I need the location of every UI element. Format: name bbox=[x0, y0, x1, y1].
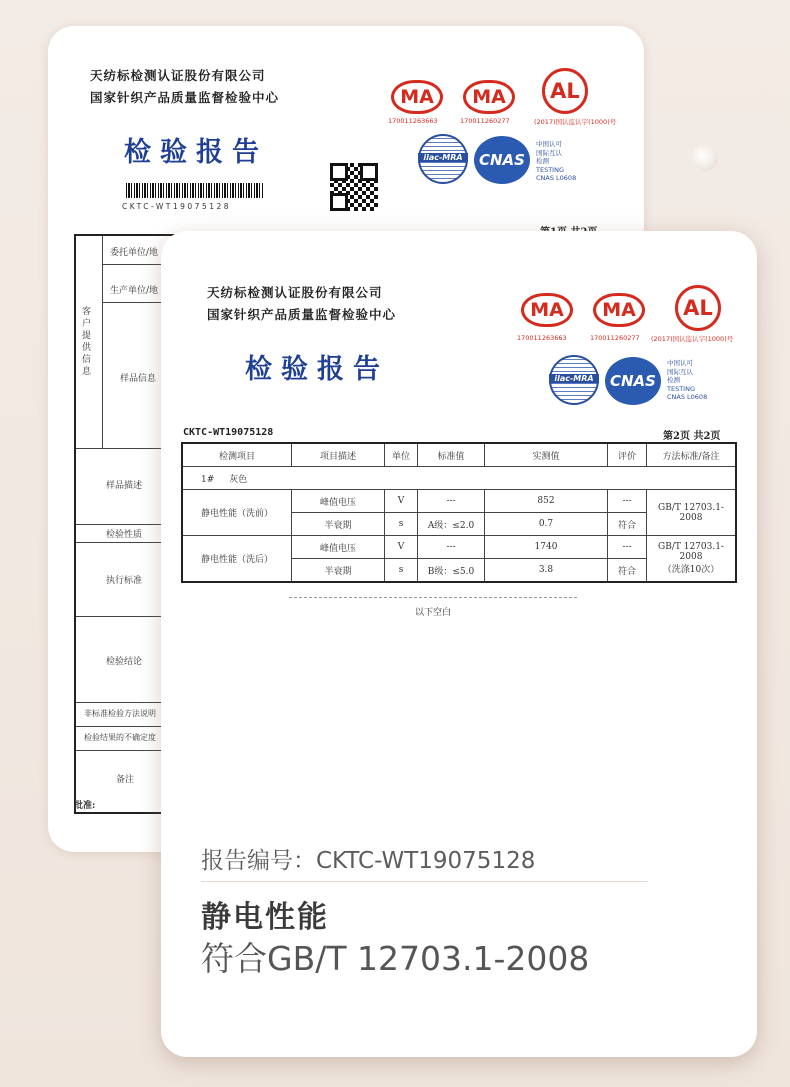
cnas-caption: 中国认可 国际互认 检测 TESTING CNAS L0608 bbox=[667, 359, 708, 401]
cell-unit: V bbox=[385, 490, 418, 513]
ilac-text: ilac-MRA bbox=[549, 374, 599, 383]
row-standard: 执行标准 bbox=[106, 576, 143, 586]
cell-std: B级：≤5.0 bbox=[418, 559, 485, 583]
cal-number: (2017)国认监认字(1000)号 bbox=[534, 118, 617, 126]
cnas-caption: 中国认可 国际互认 检测 TESTING CNAS L0608 bbox=[536, 140, 577, 182]
cal-number: (2017)国认监认字(1000)号 bbox=[651, 335, 734, 343]
header-cell: 检测项目 bbox=[182, 443, 292, 467]
method-note: （洗涤10次） bbox=[662, 565, 720, 575]
cell-eval: 符合 bbox=[608, 559, 647, 583]
barcode-text: CKTC-WT19075128 bbox=[122, 202, 232, 211]
section-label: 客户提供信息 bbox=[82, 307, 92, 377]
cell-desc: 峰值电压 bbox=[292, 490, 385, 513]
cell-desc: 峰值电压 bbox=[292, 536, 385, 559]
row-nonstandard: 非标准检验方法说明 bbox=[84, 709, 156, 718]
center-name: 国家针织产品质量监督检验中心 bbox=[207, 307, 397, 322]
cell-method bbox=[647, 536, 737, 583]
cell-unit: s bbox=[385, 513, 418, 536]
cma-number-2: 170011260277 bbox=[590, 334, 640, 342]
center-name: 国家针织产品质量监督检验中心 bbox=[90, 90, 280, 105]
report-number: CKTC-WT19075128 bbox=[183, 427, 274, 438]
ilac-text: ilac-MRA bbox=[418, 153, 468, 162]
header-cell: 标准值 bbox=[418, 443, 485, 467]
cell-std: --- bbox=[418, 490, 485, 513]
cal-mark: AL bbox=[542, 68, 588, 114]
qr-code bbox=[330, 163, 378, 211]
cell-method: GB/T 12703.1-2008 bbox=[647, 490, 737, 536]
table-header-row bbox=[182, 443, 736, 467]
cma-number-1: 170011263663 bbox=[517, 334, 567, 342]
header-cell: 实测值 bbox=[485, 443, 608, 467]
row-uncertainty: 检验结果的不确定度 bbox=[84, 733, 156, 742]
cma-number-1: 170011263663 bbox=[388, 117, 438, 125]
results-table bbox=[181, 442, 737, 583]
row-sample-info: 样品信息 bbox=[120, 374, 157, 384]
caption-property: 静电性能 bbox=[201, 900, 329, 935]
method-standard: GB/T 12703.1-2008 bbox=[658, 542, 724, 562]
header-cell: 项目描述 bbox=[292, 443, 385, 467]
row-client: 委托单位/地 bbox=[110, 248, 159, 258]
header-cell: 评价 bbox=[608, 443, 647, 467]
row-sample-desc: 样品描述 bbox=[106, 481, 143, 491]
test-item: 静电性能（洗前） bbox=[182, 490, 292, 536]
cell-value: 3.8 bbox=[485, 559, 608, 583]
row-conclusion: 检验结论 bbox=[106, 657, 143, 667]
blank-note: 以下空白 bbox=[415, 608, 452, 618]
table-row bbox=[182, 490, 736, 513]
cell-std: --- bbox=[418, 536, 485, 559]
cma-mark-1: MA bbox=[391, 80, 443, 114]
report-title: 检验报告 bbox=[124, 137, 268, 168]
caption-divider bbox=[201, 881, 648, 882]
sample-id: 1# bbox=[201, 474, 215, 485]
ilac-mra-logo bbox=[418, 134, 468, 184]
decorative-pearl bbox=[692, 145, 718, 171]
cell-value: 0.7 bbox=[485, 513, 608, 536]
header-cell: 方法标准/备注 bbox=[647, 443, 737, 467]
cnas-logo: CNAS bbox=[605, 357, 661, 405]
cnas-logo: CNAS bbox=[474, 136, 530, 184]
cma-number-2: 170011260277 bbox=[460, 117, 510, 125]
cma-mark-2: MA bbox=[463, 80, 515, 114]
cell-value: 1740 bbox=[485, 536, 608, 559]
cell-std: A级：≤2.0 bbox=[418, 513, 485, 536]
cell-desc: 半衰期 bbox=[292, 559, 385, 583]
page-number: 第2页 共2页 bbox=[663, 431, 721, 442]
approve-label: 批准: bbox=[74, 801, 96, 811]
test-item: 静电性能（洗后） bbox=[182, 536, 292, 583]
company-name: 天纺标检测认证股份有限公司 bbox=[90, 68, 266, 83]
row-remarks: 备注 bbox=[116, 775, 135, 785]
sample-row bbox=[182, 467, 736, 490]
company-name: 天纺标检测认证股份有限公司 bbox=[207, 285, 383, 300]
cma-mark-2: MA bbox=[593, 293, 645, 327]
caption-report-number: 报告编号：CKTC-WT19075128 bbox=[201, 848, 536, 874]
cell-desc: 半衰期 bbox=[292, 513, 385, 536]
barcode bbox=[126, 183, 264, 198]
sample-color: 灰色 bbox=[229, 474, 248, 485]
blank-divider bbox=[289, 597, 577, 598]
row-inspection-type: 检验性质 bbox=[106, 530, 143, 540]
header-cell: 单位 bbox=[385, 443, 418, 467]
report-title: 检验报告 bbox=[245, 354, 389, 385]
table-row bbox=[182, 536, 736, 559]
cell-eval: --- bbox=[608, 490, 647, 513]
cal-mark: AL bbox=[675, 285, 721, 331]
caption-standard: 符合GB/T 12703.1-2008 bbox=[201, 939, 590, 978]
cell-unit: s bbox=[385, 559, 418, 583]
row-manufacturer: 生产单位/地 bbox=[110, 286, 159, 296]
cell-eval: --- bbox=[608, 536, 647, 559]
cell-value: 852 bbox=[485, 490, 608, 513]
ilac-mra-logo bbox=[549, 355, 599, 405]
cell-eval: 符合 bbox=[608, 513, 647, 536]
cell-unit: V bbox=[385, 536, 418, 559]
cma-mark-1: MA bbox=[521, 293, 573, 327]
